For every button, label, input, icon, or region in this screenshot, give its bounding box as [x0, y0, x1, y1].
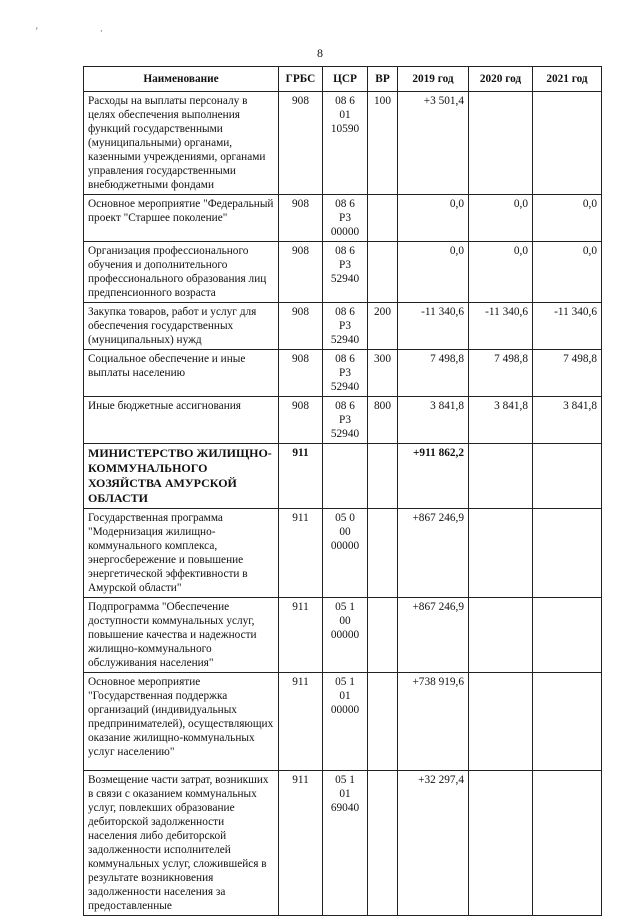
- row-2020: 0,0: [469, 195, 533, 242]
- budget-table: [83, 66, 602, 916]
- row-2020: [469, 598, 533, 673]
- row-2019: +867 246,9: [398, 598, 469, 673]
- row-vr: 100: [368, 92, 398, 195]
- page-number: 8: [317, 46, 323, 60]
- table-row: [84, 303, 602, 350]
- row-vr: 200: [368, 303, 398, 350]
- row-2021: [533, 92, 602, 195]
- row-2020: [469, 92, 533, 195]
- table-row: [84, 397, 602, 444]
- row-name: Расходы на выплаты персоналу в целях обеспечения выполнения функций государственными (муниципальными) органами, казенными учреждениями, органами управления государственными внебюджетными фондами: [84, 92, 279, 195]
- row-csr: 05 0 00 00000: [323, 509, 368, 598]
- row-vr: [368, 598, 398, 673]
- header-2019: 2019 год: [398, 67, 469, 92]
- row-csr: 08 6 P3 52940: [323, 242, 368, 303]
- row-2019: 0,0: [398, 242, 469, 303]
- row-name: Социальное обеспечение и иные выплаты населению: [84, 350, 279, 397]
- row-2021: 0,0: [533, 195, 602, 242]
- row-vr: [368, 444, 398, 509]
- table-row: [84, 92, 602, 195]
- row-grbs: 911: [279, 771, 323, 916]
- row-vr: [368, 242, 398, 303]
- row-csr: 08 6 P3 52940: [323, 350, 368, 397]
- row-csr: 08 6 P3 52940: [323, 397, 368, 444]
- row-csr: 08 6 P3 52940: [323, 303, 368, 350]
- row-2020: -11 340,6: [469, 303, 533, 350]
- row-2019: +32 297,4: [398, 771, 469, 916]
- table-row: [84, 598, 602, 673]
- header-name: Наименование: [84, 67, 279, 92]
- row-2021: [533, 598, 602, 673]
- table-row: [84, 444, 602, 509]
- row-grbs: 911: [279, 444, 323, 509]
- row-2019: +3 501,4: [398, 92, 469, 195]
- row-2019: 3 841,8: [398, 397, 469, 444]
- header-row: [84, 67, 602, 92]
- table-row: [84, 242, 602, 303]
- table-row: [84, 771, 602, 916]
- row-grbs: 908: [279, 195, 323, 242]
- row-vr: 800: [368, 397, 398, 444]
- row-2021: 0,0: [533, 242, 602, 303]
- header-vr: ВР: [368, 67, 398, 92]
- table-row: [84, 350, 602, 397]
- row-2019: +867 246,9: [398, 509, 469, 598]
- row-grbs: 908: [279, 303, 323, 350]
- row-vr: [368, 509, 398, 598]
- row-2019: -11 340,6: [398, 303, 469, 350]
- row-2020: 0,0: [469, 242, 533, 303]
- row-2019: 0,0: [398, 195, 469, 242]
- row-2021: [533, 673, 602, 771]
- row-name: Государственная программа "Модернизация жилищно-коммунального комплекса, энергосбережение и повышение энергетической эффективности в Амурской области": [84, 509, 279, 598]
- row-grbs: 911: [279, 673, 323, 771]
- row-grbs: 908: [279, 92, 323, 195]
- row-2021: [533, 444, 602, 509]
- row-2020: 7 498,8: [469, 350, 533, 397]
- row-vr: [368, 771, 398, 916]
- row-2021: [533, 771, 602, 916]
- row-2021: 7 498,8: [533, 350, 602, 397]
- row-grbs: 908: [279, 397, 323, 444]
- row-2020: [469, 444, 533, 509]
- row-2019: 7 498,8: [398, 350, 469, 397]
- header-grbs: ГРБС: [279, 67, 323, 92]
- row-name: Закупка товаров, работ и услуг для обеспечения государственных (муниципальных) нужд: [84, 303, 279, 350]
- scan-specks: ' ·: [36, 26, 133, 36]
- row-name: Организация профессионального обучения и дополнительного профессионального образования лиц предпенсионного возраста: [84, 242, 279, 303]
- table-row: [84, 673, 602, 771]
- row-name: Иные бюджетные ассигнования: [84, 397, 279, 444]
- row-name: Возмещение части затрат, возникших в связи с оказанием коммунальных услуг, повлекших образование дебиторской задолженности населения либо дебиторской задолженности исполнителей коммунальных услуг, сложившейся в результате возникновения задолженности населения за предоставленные: [84, 771, 279, 916]
- table-row: [84, 509, 602, 598]
- row-2020: [469, 771, 533, 916]
- row-2020: [469, 673, 533, 771]
- row-name: Подпрограмма "Обеспечение доступности коммунальных услуг, повышение качества и надежности жилищно-коммунального обслуживания населения": [84, 598, 279, 673]
- row-vr: [368, 673, 398, 771]
- table-row: [84, 195, 602, 242]
- row-name: Основное мероприятие "Федеральный проект "Старшее поколение": [84, 195, 279, 242]
- row-2021: -11 340,6: [533, 303, 602, 350]
- header-csr: ЦСР: [323, 67, 368, 92]
- row-vr: 300: [368, 350, 398, 397]
- row-csr: 08 6 01 10590: [323, 92, 368, 195]
- row-csr: 08 6 P3 00000: [323, 195, 368, 242]
- row-grbs: 911: [279, 509, 323, 598]
- row-csr: 05 1 01 00000: [323, 673, 368, 771]
- row-2020: [469, 509, 533, 598]
- header-2021: 2021 год: [533, 67, 602, 92]
- row-2019: +911 862,2: [398, 444, 469, 509]
- row-2020: 3 841,8: [469, 397, 533, 444]
- row-2019: +738 919,6: [398, 673, 469, 771]
- row-csr: [323, 444, 368, 509]
- row-grbs: 908: [279, 350, 323, 397]
- row-csr: 05 1 01 69040: [323, 771, 368, 916]
- row-csr: 05 1 00 00000: [323, 598, 368, 673]
- row-grbs: 908: [279, 242, 323, 303]
- row-name: Основное мероприятие "Государственная поддержка организаций (индивидуальных предпринимателей), осуществляющих оказание жилищно-коммунальных услуг населению": [84, 673, 279, 771]
- row-2021: 3 841,8: [533, 397, 602, 444]
- row-grbs: 911: [279, 598, 323, 673]
- header-2020: 2020 год: [469, 67, 533, 92]
- row-name: МИНИСТЕРСТВО ЖИЛИЩНО-КОММУНАЛЬНОГО ХОЗЯЙСТВА АМУРСКОЙ ОБЛАСТИ: [84, 444, 279, 509]
- row-vr: [368, 195, 398, 242]
- row-2021: [533, 509, 602, 598]
